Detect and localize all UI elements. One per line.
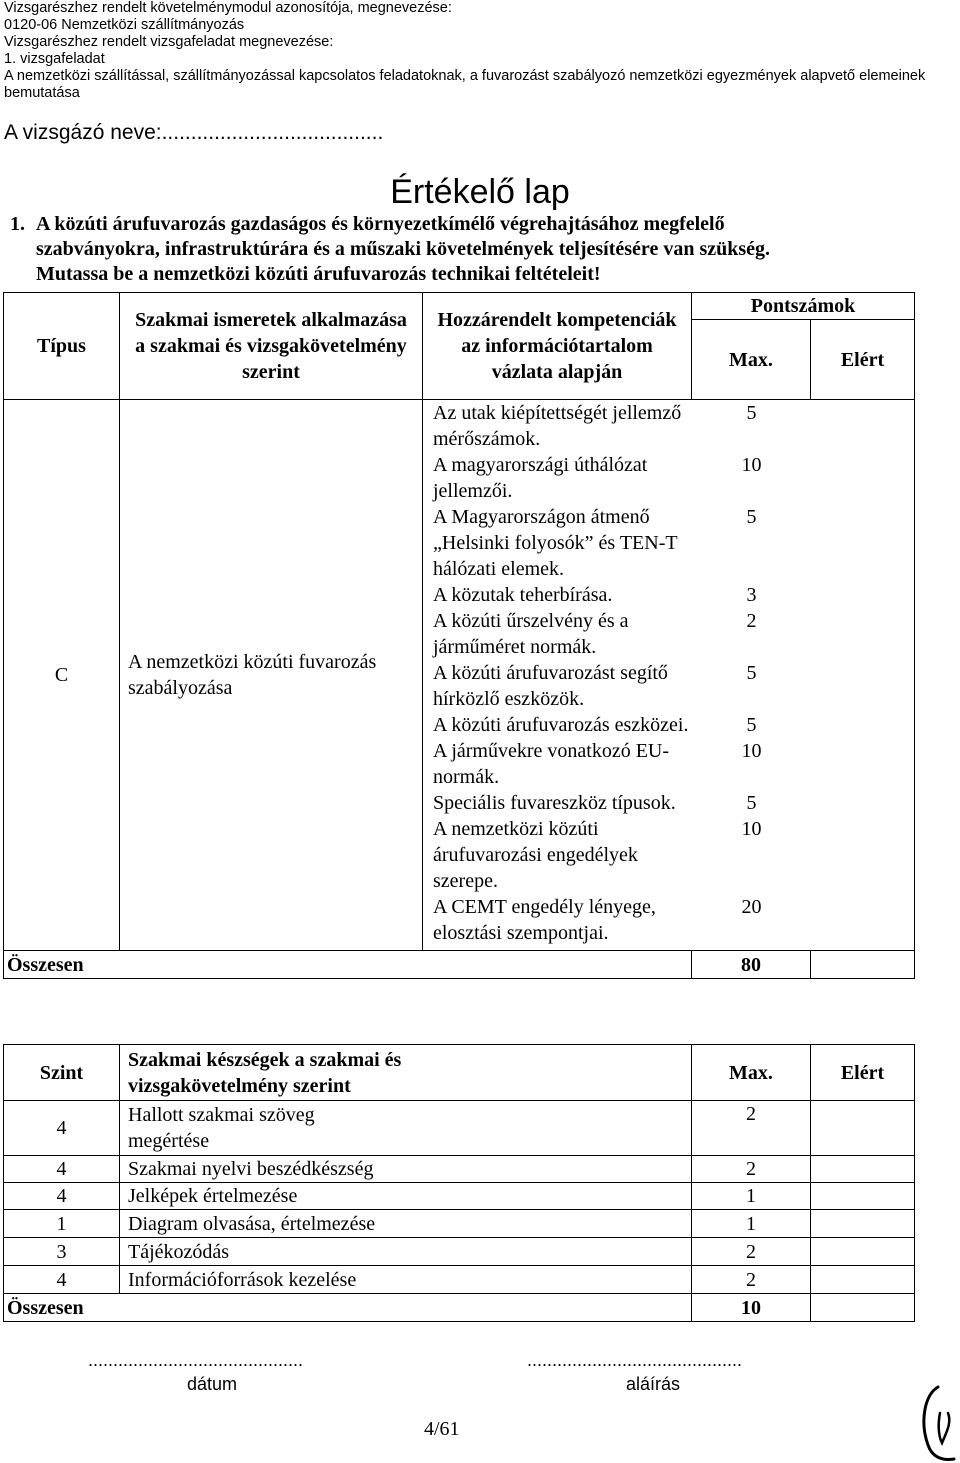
skill-achieved [811,1210,915,1238]
total-label: Összesen [4,1294,692,1322]
skill-text: Szakmai nyelvi beszédkészség [120,1156,692,1183]
col-header-achieved: Elért [811,320,915,400]
header-line: bemutatása [4,85,80,101]
skill-text: Információforrások kezelése [120,1266,692,1294]
skill-max: 1 [692,1183,811,1210]
max-points: 10 [741,454,762,476]
col-header-skills: Szakmai készségek a szakmai és vizsgakövetelmény szerint [120,1045,692,1101]
competency-row [423,660,914,712]
competency-row [423,452,914,504]
skill-max: 2 [692,1238,811,1266]
max-points: 5 [746,662,757,684]
competency-text: A járművekre vonatkozó EU-normák. [433,740,670,788]
task-line: A közúti árufuvarozás gazdaságos és környezetkímélő végrehajtásához megfelelő [36,213,725,235]
competency-text: A Magyarországon átmenő „Helsinki folyosók” és TEN-T hálózati elemek. [433,506,678,580]
max-points: 10 [741,818,762,840]
signature-label: aláírás [626,1374,681,1394]
total-max: 80 [692,951,811,979]
total-label: Összesen [4,951,692,979]
col-header-max: Max. [692,1045,811,1101]
competency-row [423,400,914,452]
max-points: 5 [746,714,757,736]
skill-text: Diagram olvasása, értelmezése [120,1210,692,1238]
skill-achieved [811,1101,915,1156]
skill-text: Jelképek értelmezése [120,1183,692,1210]
competency-row [423,712,914,738]
competency-text: Az utak kiépítettségét jellemző mérőszámok. [433,402,682,450]
competency-list [423,400,915,951]
max-points: 2 [746,610,757,632]
examinee-name-label: A vizsgázó neve:...................................... [4,121,384,144]
competency-text: A magyarországi úthálózat jellemzői. [433,454,648,502]
skill-achieved [811,1183,915,1210]
date-label: dátum [187,1374,238,1394]
col-header-competencies: Hozzárendelt kompetenciák az információtartalom vázlata alapján [423,293,692,400]
max-points: 20 [741,896,762,918]
max-points: 3 [746,584,757,606]
competency-row [423,894,914,946]
header-line: A nemzetközi szállítással, szállítmányozással kapcsolatos feladatoknak, a fuvarozást szabályozó nemzetközi egyezmények alapvető elemeinek [4,68,926,84]
col-header-level: Szint [4,1045,120,1101]
competency-rows [423,400,914,950]
skill-level: 4 [4,1266,120,1294]
competency-row [423,738,914,790]
max-points: 5 [746,402,757,424]
competency-row [423,608,914,660]
max-points: 5 [746,792,757,814]
header-line: Vizsgarészhez rendelt vizsgafeladat megnevezése: [4,34,334,50]
competency-text: A közúti árufuvarozást segítő hírközlő eszközök. [433,662,668,710]
skill-max: 1 [692,1210,811,1238]
skill-text: Tájékozódás [120,1238,692,1266]
competency-row [423,790,914,816]
page-number: 4/61 [424,1418,460,1440]
col-header-knowledge: Szakmai ismeretek alkalmazása a szakmai és vizsgakövetelmény szerint [120,293,423,400]
header-line: 1. vizsgafeladat [4,51,105,67]
skill-level: 1 [4,1210,120,1238]
competency-row [423,816,914,894]
skill-text: Hallott szakmai szöveg megértése [120,1101,692,1156]
type-cell: C [4,400,120,951]
task-number: 1. [10,213,25,235]
total-achieved [811,951,915,979]
topic-cell: A nemzetközi közúti fuvarozás szabályozása [120,400,423,951]
skill-achieved [811,1266,915,1294]
task-line: Mutassa be a nemzetközi közúti árufuvarozás technikai feltételeit! [36,263,601,285]
total-achieved [811,1294,915,1322]
competency-row [423,582,914,608]
skill-level: 4 [4,1101,120,1156]
task-description [10,212,940,287]
skill-level: 3 [4,1238,120,1266]
col-header-achieved: Elért [811,1045,915,1101]
skill-achieved [811,1238,915,1266]
skill-max: 2 [692,1101,811,1156]
max-points: 5 [746,506,757,528]
max-points: 10 [741,740,762,762]
total-max: 10 [692,1294,811,1322]
col-header-max: Max. [692,320,811,400]
skill-level: 4 [4,1156,120,1183]
header-line: Vizsgarészhez rendelt követelménymodul azonosítója, megnevezése: [4,0,452,16]
skill-max: 2 [692,1156,811,1183]
competency-text: A CEMT engedély lényege, elosztási szempontjai. [433,896,656,944]
skills-table [3,1044,915,1322]
competency-text: A közúti árufuvarozás eszközei. [433,714,689,736]
task-line: szabványokra, infrastruktúrára és a műszaki követelmények teljesítésére van szükség. [36,238,771,260]
document-header [4,0,925,102]
skill-level: 4 [4,1183,120,1210]
col-header-points: Pontszámok [692,293,915,320]
evaluation-table [3,292,915,979]
col-header-type: Típus [4,293,120,400]
date-dots: ........................................... [88,1350,304,1370]
signature-dots: ........................................... [527,1350,743,1370]
page-title: Értékelő lap [390,173,570,211]
competency-text: A közutak teherbírása. [433,584,613,606]
competency-row [423,504,914,582]
competency-text: Speciális fuvareszköz típusok. [433,792,676,814]
handwritten-signature [918,1383,960,1463]
header-line: 0120-06 Nemzetközi szállítmányozás [4,17,245,33]
skill-achieved [811,1156,915,1183]
competency-text: A közúti űrszelvény és a járműméret normák. [433,610,629,658]
skill-max: 2 [692,1266,811,1294]
competency-text: A nemzetközi közúti árufuvarozási engedélyek szerepe. [433,818,638,892]
